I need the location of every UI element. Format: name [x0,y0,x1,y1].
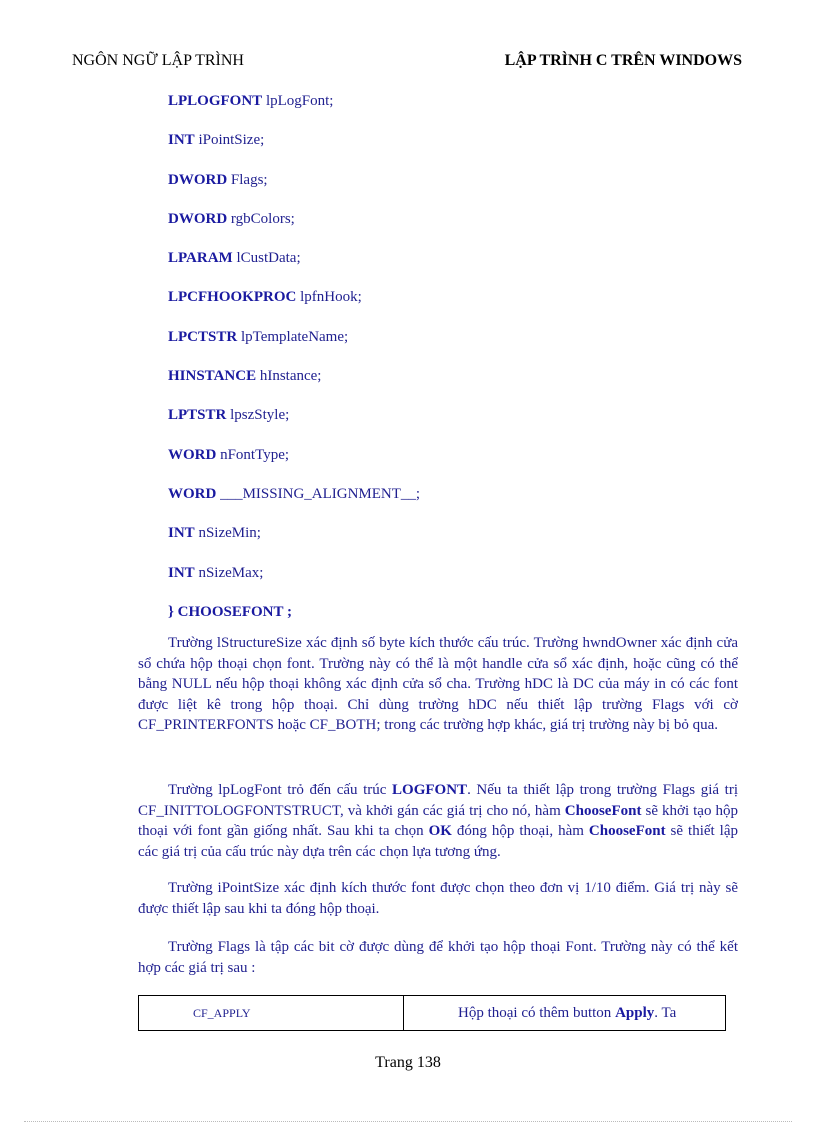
struct-name: } CHOOSEFONT ; [168,603,292,620]
paragraph-lstructuresize [138,633,738,736]
struct-field [168,365,728,404]
flag-desc-text: . Ta [654,1005,677,1021]
struct-field [168,404,728,443]
field-type: HINSTANCE [168,368,257,385]
paragraph-text: sẽ khởi tạo hộp thoại với font gần giống nhất. Sau khi ta chọn [138,802,738,839]
keyword-logfont: LOGFONT [392,782,468,798]
struct-field [168,208,728,247]
flag-name-cell: CF_APPLY [139,996,404,1030]
field-name: ___MISSING_ALIGNMENT__; [216,485,421,502]
struct-field [168,169,728,208]
field-type: WORD [168,446,217,463]
field-name: lpTemplateName; [237,328,349,345]
field-name: rgbColors; [227,210,295,227]
field-type: DWORD [168,171,228,188]
field-type: INT [168,525,195,542]
struct-field [168,129,728,168]
header-left-title: NGÔN NGỮ LẬP TRÌNH [72,52,244,69]
paragraph-text: Trường iPointSize xác định kích thước font được chọn theo đơn vị 1/10 điểm. Giá trị này sẽ được thiết lập sau khi ta đóng hộp thoại. [138,880,738,917]
struct-field [168,444,728,483]
field-name: lCustData; [232,250,301,267]
field-type: LPTSTR [168,407,227,424]
paragraph-flags [138,937,738,978]
struct-field [168,286,728,325]
field-type: LPCTSTR [168,328,238,345]
paragraph-ipointsize [138,878,738,919]
paragraph-text: Trường lpLogFont trỏ đến cấu trúc [168,782,393,798]
field-name: hInstance; [256,368,322,385]
paragraph-text: sẽ thiết lập các giá trị của cấu trúc này dựa trên các chọn lựa tương ứng. [138,823,738,860]
paragraph-text: . Nếu ta thiết lập trong trường Flags giá trị CF_INITTOLOGFONTSTRUCT, và khởi gán các giá trị cho nó, hàm [138,782,738,819]
struct-field [168,522,728,561]
flag-description-cell [404,996,725,1030]
page-number: Trang 138 [375,1054,441,1071]
header-right-title: LẬP TRÌNH C TRÊN WINDOWS [504,52,742,69]
field-name: nFontType; [216,446,290,463]
keyword-apply: Apply [615,1005,655,1021]
struct-field [168,326,728,365]
field-name: lpszStyle; [226,407,290,424]
keyword-choosefont: ChooseFont [588,823,666,839]
field-name: lpfnHook; [296,289,362,306]
flags-table [138,995,726,1031]
field-type: LPCFHOOKPROC [168,289,297,306]
flag-desc-text: Hộp thoại có thêm button [458,1005,616,1021]
struct-field [168,562,728,601]
field-type: LPLOGFONT [168,93,263,109]
struct-field [168,247,728,286]
struct-field [168,90,728,129]
field-type: INT [168,132,195,149]
field-name: Flags; [227,171,268,188]
keyword-ok: OK [428,823,452,839]
field-type: WORD [168,485,217,502]
paragraph-lplogfont [138,780,738,862]
field-name: lpLogFont; [262,93,334,109]
paragraph-text: Trường lStructureSize xác định số byte kích thước cấu trúc. Trường hwndOwner xác định cửa sổ chứa hộp thoại chọn font. Trường này có thể là một handle cửa sổ xác định, hoặc cũng có thể bằng NULL nếu hộp thoại không xác định cửa sổ cha. Trường hDC là DC của máy in có các font được liệt kê trong hộp thoại. Chỉ dùng trường hDC nếu thiết lập trường Flags với cờ CF_PRINTERFONTS hoặc CF_BOTH; trong các trường hợp khác, giá trị trường này bị bỏ qua. [138,635,738,733]
field-type: INT [168,564,195,581]
field-type: LPARAM [168,250,233,267]
field-name: nSizeMin; [194,525,261,542]
struct-definition [168,90,728,640]
paragraph-text: đóng hộp thoại, hàm [451,823,589,839]
paragraph-text: Trường Flags là tập các bit cờ được dùng để khởi tạo hộp thoại Font. Trường này có thể kết hợp các giá trị sau : [138,939,738,976]
keyword-choosefont: ChooseFont [564,802,642,819]
page-bottom-divider [24,1121,792,1122]
field-type: DWORD [168,210,228,227]
field-name: iPointSize; [194,132,265,149]
field-name: nSizeMax; [194,564,264,581]
struct-field [168,483,728,522]
